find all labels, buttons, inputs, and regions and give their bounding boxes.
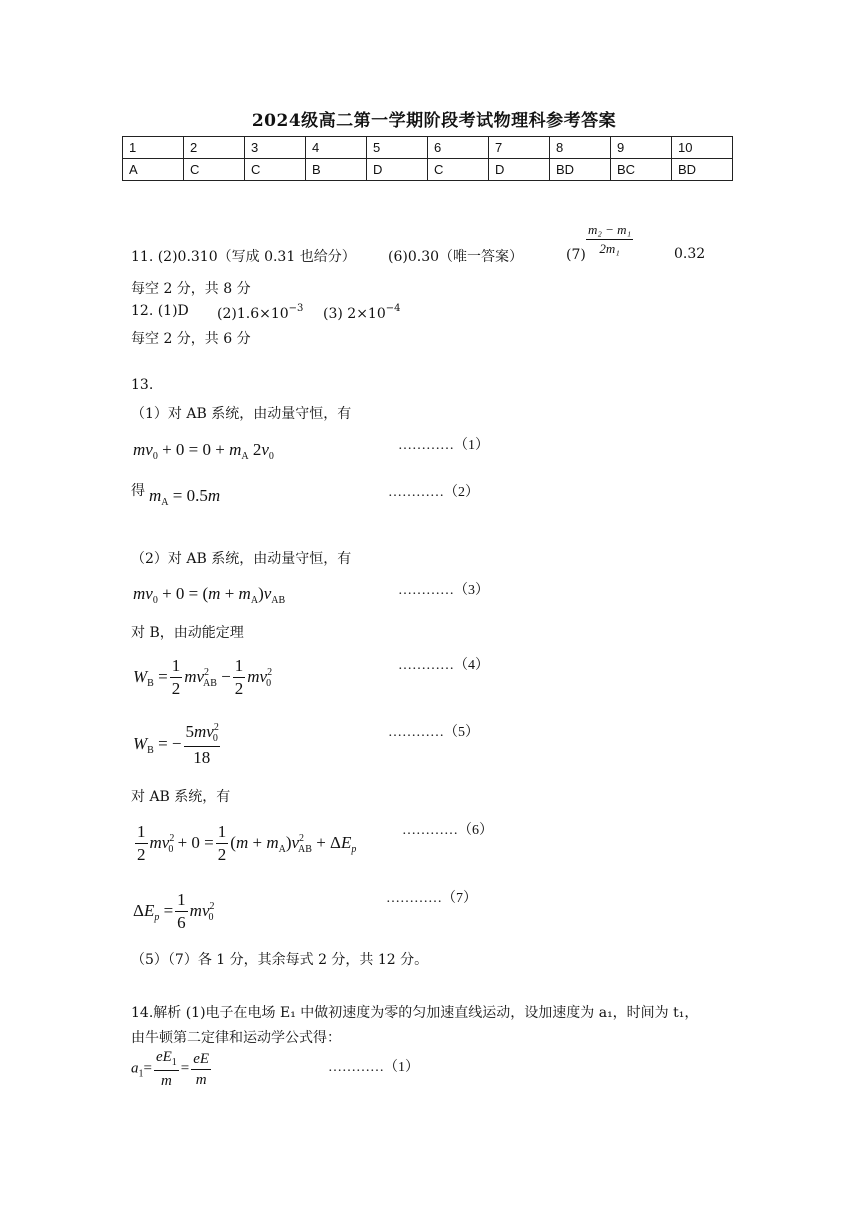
q13-de-prefix: 得 <box>131 483 145 499</box>
answer-table-answer-cell: BC <box>611 159 672 181</box>
q11-answer-part2: 11. (2)0.310（写成 0.31 也给分） <box>131 249 356 265</box>
answer-table-number-cell: 3 <box>245 137 306 159</box>
answer-table-number-cell: 7 <box>489 137 550 159</box>
q13-equation-5: $W_B$ = − $\frac{5mv^2_0}{18}$ <box>133 722 219 767</box>
equation-marker-3: …………（3） <box>398 583 489 598</box>
answer-table-answer-cell: D <box>489 159 550 181</box>
answer-table-answer-cell: B <box>306 159 367 181</box>
q14-equation-marker-1: …………（1） <box>328 1060 419 1075</box>
answer-table-answer-cell: C <box>245 159 306 181</box>
q12-answer-part3: (3) $2\times 10^{-4}$ <box>323 303 401 322</box>
answer-table-number-row <box>123 137 733 159</box>
q13-equation-3: $mv_0 + 0 = (m + m_A)v_{AB}$ <box>133 584 286 606</box>
q13-equation-6: $\frac{1}{2}$ $mv^2_0 + 0$ = $\frac{1}{2}$ $(m + m_A)v^2_{AB} + \Delta E_p$ <box>137 822 357 865</box>
q14-line-2: 由牛顿第二定律和运动学公式得： <box>131 1030 341 1046</box>
answer-table <box>122 136 733 181</box>
answer-table-number-cell: 8 <box>550 137 611 159</box>
equation-marker-7: …………（7） <box>386 891 477 906</box>
equation-marker-5: …………（5） <box>388 725 479 740</box>
q11-part7-fraction <box>584 222 635 256</box>
equation-marker-4: …………（4） <box>398 658 489 673</box>
answer-table-answer-cell: C <box>184 159 245 181</box>
answer-table-number-cell: 4 <box>306 137 367 159</box>
answer-table-answer-row <box>123 159 733 181</box>
q12-answer-part1: 12. (1)D <box>131 303 189 319</box>
q11-extra-value: 0.32 <box>674 246 706 262</box>
answer-table-number-cell: 10 <box>672 137 733 159</box>
answer-table-number-cell: 1 <box>123 137 184 159</box>
q11-part7-label: (7) <box>566 247 586 263</box>
q14-equation-1: $a_1=$ $\frac{eE_1}{m}$ = $\frac{eE}{m}$ <box>131 1049 210 1089</box>
answer-table-answer-cell: BD <box>550 159 611 181</box>
q13-system-intro: 对 AB 系统，有 <box>131 789 231 805</box>
q11-fraction-numerator: m₂ − m₁ <box>586 222 633 240</box>
answer-table-number-cell: 2 <box>184 137 245 159</box>
equation-marker-1: …………（1） <box>398 438 489 453</box>
q13-equation-4: $W_B$ = $\frac{1}{2}$ $mv^2_{AB}$ − $\frac{1}{2}$ $mv^2_0$ <box>133 656 273 699</box>
q12-answer-part2: $(2)1.6\times 10^{-3}$ <box>217 303 304 322</box>
q13-part1-intro: （1）对 AB 系统，由动量守恒，有 <box>131 406 352 422</box>
q12-score: 每空 2 分，共 6 分 <box>131 331 251 347</box>
q11-fraction-denominator: 2m₁ <box>599 240 620 256</box>
answer-table-answer-cell: D <box>367 159 428 181</box>
answer-table-answer-cell: A <box>123 159 184 181</box>
answer-table-answer-cell: BD <box>672 159 733 181</box>
q13-equation-1: $mv_0 + 0 = 0 + m_A$ $2v_0$ <box>133 440 274 462</box>
answer-table-number-cell: 5 <box>367 137 428 159</box>
page-title: 2024级高二第一学期阶段考试物理科参考答案 <box>251 111 617 131</box>
equation-marker-2: …………（2） <box>388 485 479 500</box>
q13-kinetic-intro: 对 B，由动能定理 <box>131 625 244 641</box>
q11-score: 每空 2 分，共 8 分 <box>131 281 251 297</box>
q13-score: （5）（7）各 1 分，其余每式 2 分，共 12 分。 <box>131 952 429 968</box>
answer-table-answer-cell: C <box>428 159 489 181</box>
q13-equation-7: $\Delta E_p$ = $\frac{1}{6}$ $mv^2_0$ <box>133 890 215 933</box>
q13-part2-intro: （2）对 AB 系统，由动量守恒，有 <box>131 551 352 567</box>
equation-marker-6: …………（6） <box>402 823 493 838</box>
q14-line-1: 14.解析 (1)电子在电场 E₁ 中做初速度为零的匀加速直线运动，设加速度为 a₁，时间为 t₁， <box>131 1005 699 1021</box>
answer-table-number-cell: 9 <box>611 137 672 159</box>
q13-equation-2: $m_A = 0.5m$ <box>149 486 221 508</box>
q11-answer-part6: (6)0.30（唯一答案） <box>388 249 524 265</box>
q13-label: 13. <box>131 377 154 393</box>
answer-table-number-cell: 6 <box>428 137 489 159</box>
